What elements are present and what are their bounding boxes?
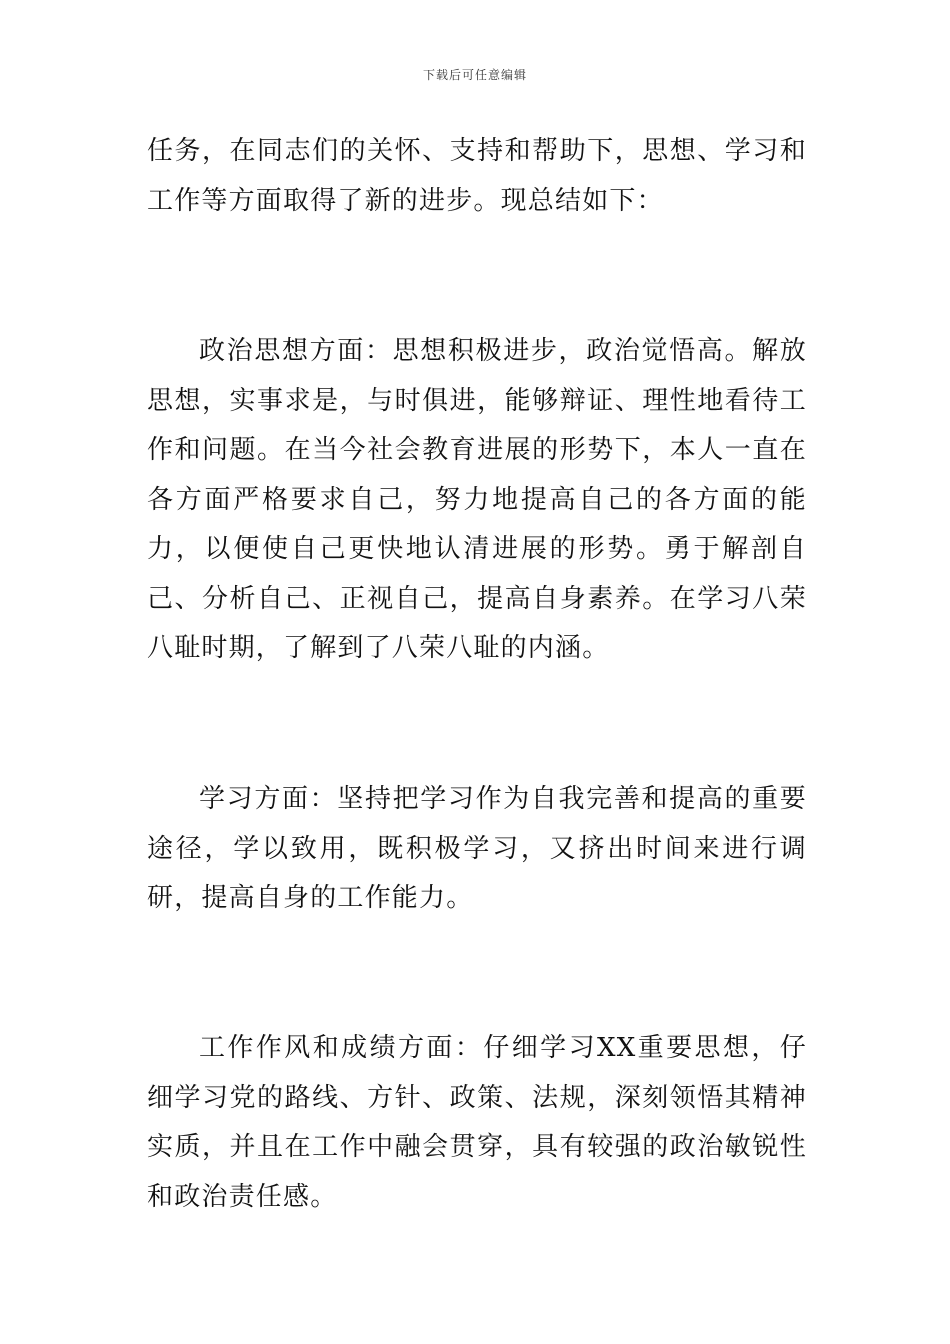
paragraph-intro: 任务，在同志们的关怀、支持和帮助下，思想、学习和工作等方面取得了新的进步。现总结如下： [147, 136, 807, 216]
paragraph-study: 学习方面：坚持把学习作为自我完善和提高的重要途径，学以致用，既积极学习，又挤出时间来进行调研，提高自身的工作能力。 [147, 784, 807, 913]
paragraph-political-thought: 政治思想方面：思想积极进步，政治觉悟高。解放思想，实事求是，与时俱进，能够辩证、理性地看待工作和问题。在当今社会教育进展的形势下，本人一直在各方面严格要求自己，努力地提高自己的各方面的能力，以便使自己更快地认清进展的形势。勇于解剖自己、分析自己、正视自己，提高自身素养。在学习八荣八耻时期，了解到了八荣八耻的内涵。 [147, 336, 807, 663]
page-header-note: 下载后可任意编辑 [422, 68, 527, 82]
paragraph-work-style: 工作作风和成绩方面：仔细学习XX重要思想，仔细学习党的路线、方针、政策、法规，深刻领悟其精神实质，并且在工作中融会贯穿，具有较强的政治敏锐性和政治责任感。 [147, 1033, 807, 1212]
